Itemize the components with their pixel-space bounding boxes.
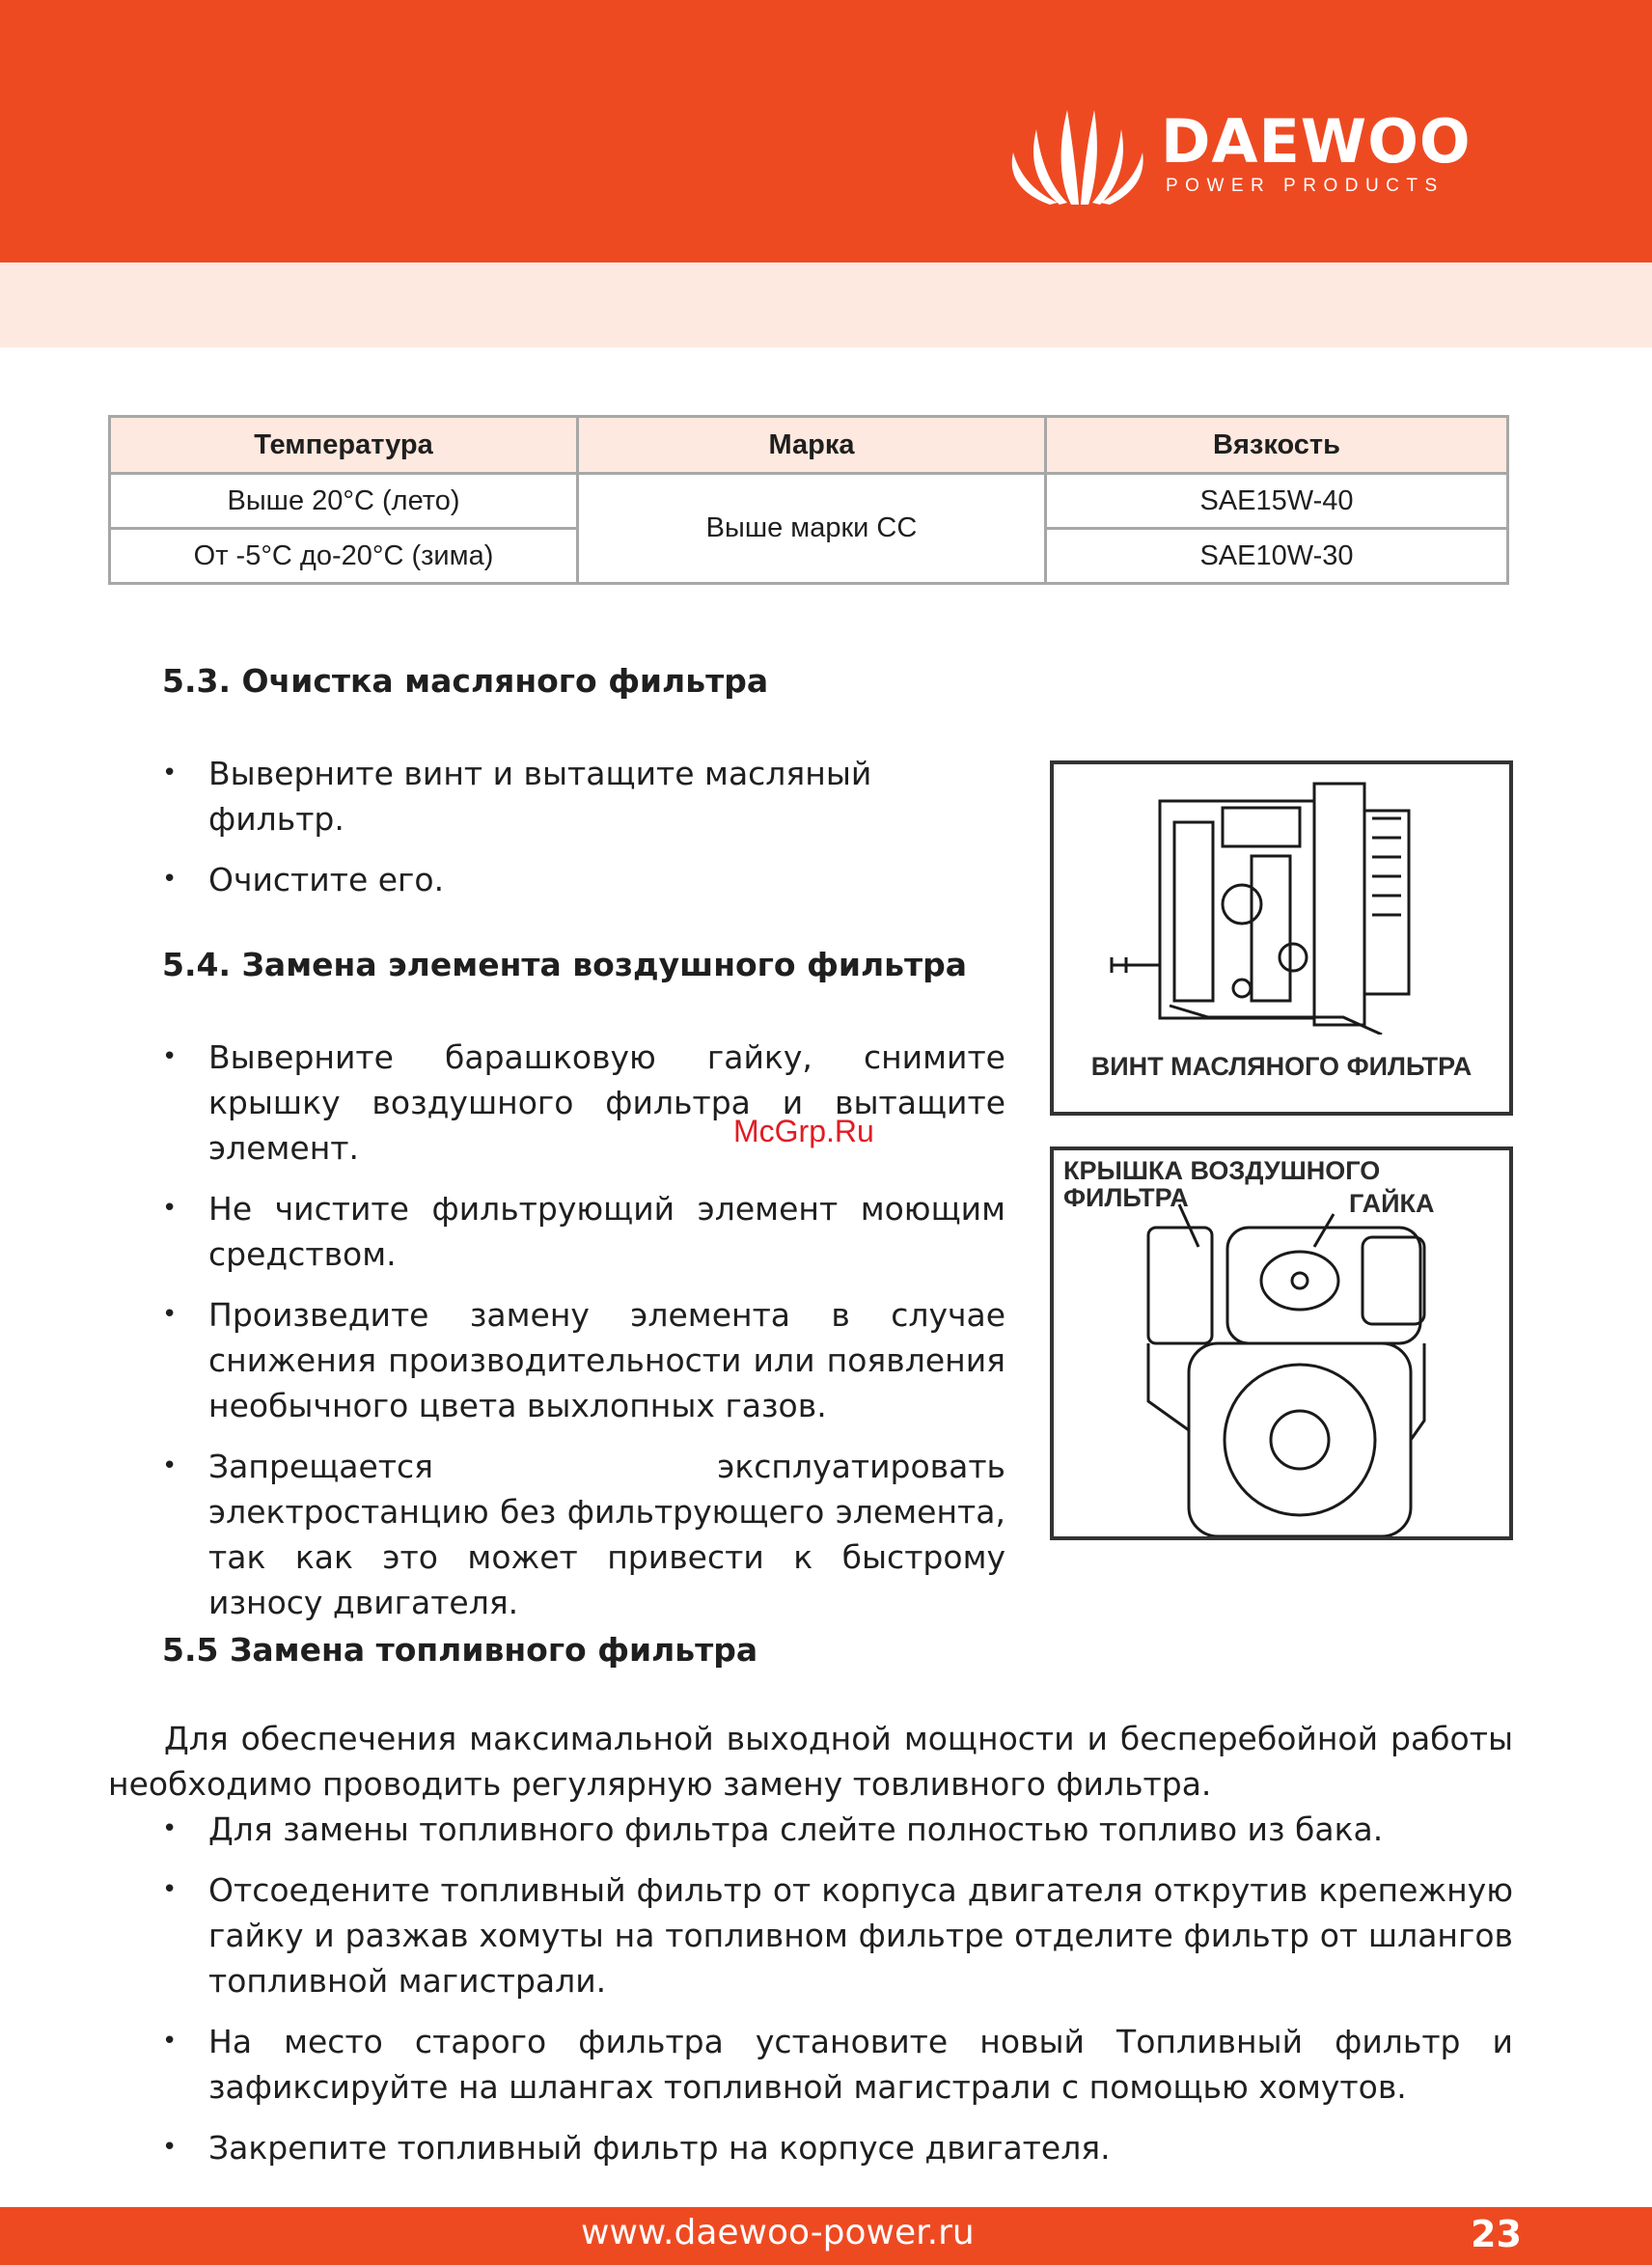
figure-caption: ВИНТ МАСЛЯНОГО ФИЛЬТРА bbox=[1090, 1052, 1473, 1081]
header-subband bbox=[0, 262, 1652, 347]
list-item: • Очистите его. bbox=[162, 861, 445, 898]
bullet-list bbox=[162, 1807, 1513, 2186]
table-cell: Выше 20°C (лето) bbox=[110, 474, 578, 529]
brand-tagline: POWER PRODUCTS bbox=[1166, 176, 1445, 196]
website-link[interactable]: www.daewoo-power.ru bbox=[581, 2213, 975, 2252]
list-item-text: Запрещается эксплуатировать электростанцию без фильтрующего элемента, так как это может привести к быстрому износу двигателя. bbox=[208, 1448, 1005, 1621]
list-item-text: Произведите замену элемента в случае снижения производительности или появления необычного цвета выхлопных газов. bbox=[208, 1296, 1005, 1424]
list-item: • Не чистите фильтрующий элемент моющим средством. bbox=[162, 1190, 1005, 1273]
list-item-text: Отсоедените топливный фильтр от корпуса двигателя открутив крепежную гайку и разжав хомуты на топливном фильтре отделите фильтр от шлангов топливной магистрали. bbox=[208, 1871, 1513, 2000]
section-intro: Для обеспечения максимальной выходной мощности и бесперебойной работы необходимо проводить регулярную замену товливного фильтра. bbox=[108, 1720, 1513, 1803]
list-item-text: Выверните винт и вытащите масляный фильтр. bbox=[208, 755, 872, 838]
bullet-list bbox=[162, 751, 1011, 918]
footer-band bbox=[0, 2207, 1652, 2265]
list-item: • Запрещается эксплуатировать электростанцию без фильтрующего элемента, так как это может привести к быстрому износу двигателя. bbox=[162, 1448, 1005, 1621]
table-row bbox=[110, 474, 1508, 529]
column-header: Марка bbox=[578, 417, 1046, 474]
list-item-text: Очистите его. bbox=[208, 861, 445, 898]
brand-name: DAEWOO bbox=[1161, 106, 1472, 177]
figure-label: КРЫШКА ВОЗДУШНОГО bbox=[1063, 1156, 1381, 1185]
list-item: • Отсоедените топливный фильтр от корпуса двигателя открутив крепежную гайку и разжав хомуты на топливном фильтре отделите фильтр от шлангов топливной магистрали. bbox=[162, 1871, 1513, 2000]
section-title: 5.3. Очистка масляного фильтра bbox=[162, 662, 769, 700]
list-item-text: Не чистите фильтрующий элемент моющим средством. bbox=[208, 1190, 1005, 1273]
list-item: • Выверните барашковую гайку, снимите крышку воздушного фильтра и вытащите элемент. bbox=[162, 1038, 1005, 1167]
list-item: • Закрепите топливный фильтр на корпусе двигателя. bbox=[162, 2129, 1111, 2167]
table-header-row bbox=[110, 417, 1508, 474]
table-cell: Выше марки CC bbox=[578, 474, 1046, 584]
table-cell: SAE10W-30 bbox=[1046, 529, 1508, 584]
fan-logo-icon bbox=[1004, 104, 1148, 207]
column-header: Вязкость bbox=[1046, 417, 1508, 474]
list-item: • На место старого фильтра установите новый Топливный фильтр и зафиксируйте на шлангах топливной магистрали с помощью хомутов. bbox=[162, 2023, 1513, 2106]
list-item: • Выверните винт и вытащите масляный фильтр. bbox=[162, 755, 872, 838]
table-cell: SAE15W-40 bbox=[1046, 474, 1508, 529]
engine-front-drawing bbox=[1054, 1150, 1509, 1536]
list-item-text: На место старого фильтра установите новый Топливный фильтр и зафиксируйте на шлангах топливной магистрали с помощью хомутов. bbox=[208, 2023, 1513, 2106]
list-item-text: Для замены топливного фильтра слейте полностью топливо из бака. bbox=[208, 1810, 1384, 1848]
figure-label: ГАЙКА bbox=[1349, 1189, 1435, 1218]
brand-logo bbox=[1004, 104, 1486, 210]
list-item: • Для замены топливного фильтра слейте полностью топливо из бака. bbox=[162, 1810, 1384, 1848]
list-item: • Произведите замену элемента в случае снижения производительности или появления необычного цвета выхлопных газов. bbox=[162, 1296, 1005, 1424]
watermark: McGrp.Ru bbox=[733, 1114, 874, 1148]
section-title: 5.5 Замена топливного фильтра bbox=[162, 1631, 758, 1669]
figure-oil-filter bbox=[1050, 760, 1513, 1116]
oil-spec-table bbox=[108, 415, 1509, 585]
figure-air-filter bbox=[1050, 1146, 1513, 1540]
bullet-list bbox=[162, 1035, 1005, 1641]
page-number: 23 bbox=[1471, 2213, 1522, 2255]
list-item-text: Выверните барашковую гайку, снимите крышку воздушного фильтра и вытащите элемент. bbox=[208, 1038, 1005, 1167]
section-title: 5.4. Замена элемента воздушного фильтра bbox=[162, 946, 967, 983]
engine-side-drawing bbox=[1054, 764, 1509, 1035]
figure-label: ФИЛЬТРА bbox=[1063, 1183, 1189, 1212]
list-item-text: Закрепите топливный фильтр на корпусе двигателя. bbox=[208, 2129, 1111, 2167]
column-header: Температура bbox=[110, 417, 578, 474]
table-cell: От -5°C до-20°C (зима) bbox=[110, 529, 578, 584]
